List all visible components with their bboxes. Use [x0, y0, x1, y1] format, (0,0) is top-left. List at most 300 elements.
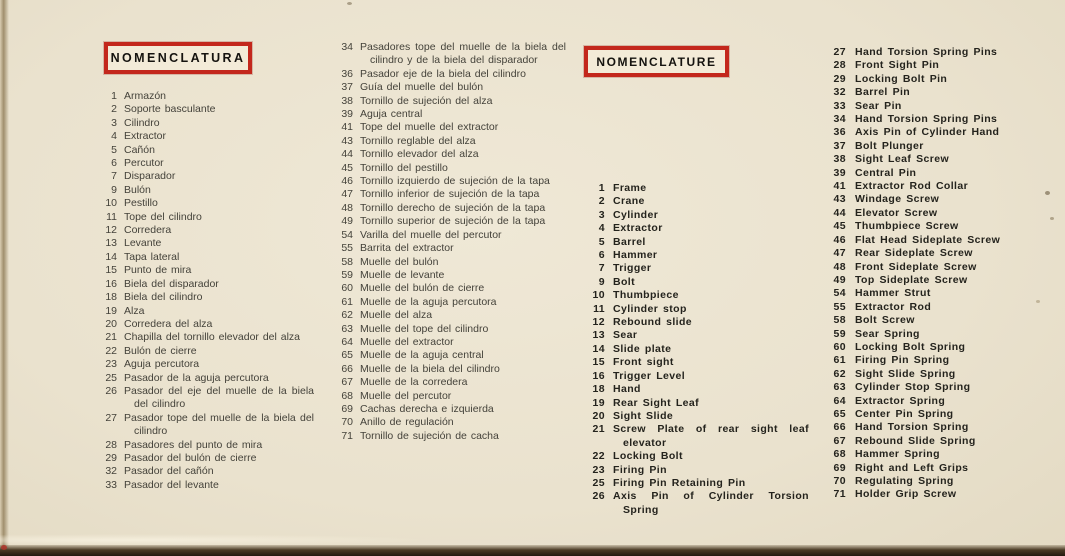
item-label: Bulón: [124, 183, 151, 196]
list-item: [330, 81, 566, 94]
nomenclature-title: NOMENCLATURE: [596, 54, 717, 69]
list-item: [330, 390, 566, 403]
list-item: [582, 410, 809, 423]
item-label: Tornillo izquierdo de sujeción de la tapa: [360, 175, 550, 188]
item-number: 41: [833, 180, 846, 193]
item-label: Frame: [613, 182, 647, 194]
item-number: 33: [833, 99, 846, 112]
item-number: 1: [111, 90, 117, 102]
item-label: Hammer Spring: [855, 448, 940, 461]
item-label: Soporte basculante: [124, 103, 216, 116]
item-label: Bulón de cierre: [124, 344, 197, 357]
item-number: 63: [833, 381, 846, 394]
item-label: Percutor: [124, 157, 164, 170]
item-label: Muelle del bulón de cierre: [360, 282, 485, 295]
item-label: Anillo de regulación: [360, 416, 454, 429]
item-label: Front Sight Pin: [855, 59, 940, 72]
item-label: Pasador del levante: [124, 478, 219, 491]
item-number: 7: [598, 262, 605, 275]
item-number: 47: [341, 188, 353, 201]
item-number: 34: [341, 41, 353, 53]
item-number: 10: [105, 197, 117, 210]
list-item: [95, 264, 314, 277]
list-item: [820, 368, 1035, 381]
item-label: Muelle del bulón: [360, 255, 439, 268]
item-number: 67: [833, 434, 846, 447]
list-item: [820, 86, 1035, 99]
scan-speck: [1, 545, 7, 550]
item-number: 27: [833, 46, 846, 58]
item-number: 11: [593, 302, 605, 315]
item-label: Hammer Strut: [855, 287, 931, 300]
item-number: 21: [592, 423, 605, 436]
item-number: 34: [833, 113, 846, 126]
item-label: Tornillo de sujeción de cacha: [360, 429, 499, 442]
item-number: 66: [341, 362, 353, 375]
list-item: [820, 301, 1035, 314]
item-label: Sight Slide: [613, 409, 674, 422]
list-item: [820, 73, 1035, 86]
item-number: 69: [341, 402, 353, 415]
item-number: 39: [833, 166, 846, 179]
item-label: Pasador de la aguja percutora: [124, 371, 269, 384]
item-label: Crane: [613, 195, 645, 208]
list-item: [330, 148, 566, 161]
item-number: 66: [833, 421, 846, 434]
item-number: 28: [105, 438, 117, 451]
item-label: Cylinder stop: [613, 302, 687, 315]
item-label: Rebound Slide Spring: [855, 434, 976, 447]
list-item: [330, 403, 566, 416]
item-number: 4: [598, 222, 605, 235]
item-number: 41: [341, 121, 353, 134]
item-label: Pasador eje de la biela del cilindro: [360, 67, 526, 80]
list-item: [95, 372, 314, 385]
item-number: 68: [833, 448, 846, 461]
item-label: Tornillo reglable del alza: [360, 134, 476, 147]
item-number: 47: [833, 247, 846, 260]
list-item: [95, 318, 314, 331]
list-item: [95, 385, 314, 412]
item-number: 25: [592, 476, 605, 489]
list-item: [95, 130, 314, 143]
list-item: [330, 363, 566, 376]
item-number: 2: [111, 103, 117, 116]
item-number: 19: [105, 304, 117, 317]
list-item: [820, 314, 1035, 327]
list-item: [820, 193, 1035, 206]
item-number: 20: [592, 409, 605, 422]
list-item: [820, 475, 1035, 488]
item-number: 55: [833, 300, 846, 313]
item-number: 67: [341, 376, 353, 389]
item-number: 2: [598, 195, 605, 208]
item-number: 37: [341, 81, 353, 94]
list-item: [95, 117, 314, 130]
list-item: [330, 282, 566, 295]
item-label: Bolt Plunger: [855, 139, 924, 152]
item-label: Slide plate: [613, 342, 672, 355]
item-number: 68: [341, 389, 353, 402]
item-label: Extractor Spring: [855, 394, 946, 407]
list-item: [582, 477, 809, 490]
list-item: [820, 140, 1035, 153]
item-label: Extractor: [613, 222, 663, 235]
item-label: Pasadores del punto de mira: [124, 438, 263, 451]
list-item: [820, 126, 1035, 139]
item-label: Pasador del eje del muelle de la biela del cilindro: [124, 384, 314, 411]
item-number: 38: [833, 153, 846, 166]
item-label: Tornillo del pestillo: [360, 161, 448, 174]
item-number: 1: [598, 182, 605, 194]
list-item: [820, 408, 1035, 421]
item-label: Sight Leaf Screw: [855, 153, 950, 166]
item-label: Sear Pin: [855, 99, 902, 112]
item-label: Elevator Screw: [855, 206, 938, 219]
item-label: Extractor Rod Collar: [855, 180, 969, 193]
list-item: [582, 303, 809, 316]
list-item: [330, 269, 566, 282]
item-number: 26: [592, 490, 605, 503]
item-label: Muelle de la aguja percutora: [360, 295, 497, 308]
item-number: 10: [592, 289, 605, 302]
list-item: [820, 448, 1035, 461]
item-number: 45: [833, 220, 846, 233]
item-label: Corredera del alza: [124, 317, 213, 330]
list-item: [330, 121, 566, 134]
item-number: 21: [105, 331, 117, 344]
list-item: [95, 439, 314, 452]
item-label: Sight Slide Spring: [855, 367, 956, 380]
item-label: Corredera: [124, 224, 172, 237]
list-item: [582, 289, 809, 302]
list-item: [95, 103, 314, 116]
item-label: Holder Grip Screw: [855, 488, 957, 501]
item-label: Cilindro: [124, 116, 160, 129]
list-item: [330, 296, 566, 309]
item-number: 12: [592, 316, 605, 329]
list-item: [330, 430, 566, 443]
list-item: [820, 287, 1035, 300]
spanish-list-column-1: [95, 90, 314, 492]
list-item: [330, 162, 566, 175]
list-item: [95, 170, 314, 183]
item-number: 64: [833, 394, 846, 407]
item-number: 60: [341, 282, 353, 295]
item-label: Tornillo inferior de sujeción de la tapa: [360, 188, 540, 201]
item-label: Barrel Pin: [855, 86, 911, 99]
scan-speck: [1045, 191, 1050, 195]
list-item: [582, 182, 809, 195]
list-item: [820, 261, 1035, 274]
list-item: [582, 262, 809, 275]
item-number: 43: [341, 134, 353, 147]
item-label: Thumbpiece Screw: [855, 220, 959, 233]
english-list-column-2: [820, 46, 1035, 502]
item-number: 12: [105, 224, 117, 237]
list-item: [330, 41, 566, 68]
item-label: Levante: [124, 237, 162, 250]
list-item: [820, 328, 1035, 341]
item-label: Barrita del extractor: [360, 242, 454, 255]
item-number: 16: [592, 369, 605, 382]
item-label: Cañón: [124, 143, 155, 156]
list-item: [582, 464, 809, 477]
item-number: 54: [833, 287, 846, 300]
list-item: [95, 144, 314, 157]
item-label: Axis Pin of Cylinder Torsion Spring: [613, 490, 809, 516]
item-number: 33: [105, 478, 117, 491]
list-item: [820, 167, 1035, 180]
list-item: [820, 180, 1035, 193]
item-number: 38: [341, 94, 353, 107]
item-label: Extractor: [124, 130, 167, 143]
item-label: Central Pin: [855, 166, 917, 179]
item-number: 18: [105, 291, 117, 304]
item-label: Right and Left Grips: [855, 461, 969, 474]
item-number: 71: [833, 488, 846, 501]
list-item: [95, 237, 314, 250]
list-item: [582, 490, 809, 517]
list-item: [330, 242, 566, 255]
list-item: [95, 90, 314, 103]
item-label: Chapilla del tornillo elevador del alza: [124, 331, 301, 344]
list-item: [330, 202, 566, 215]
item-label: Hand Torsion Spring Pins: [855, 46, 998, 58]
list-item: [820, 59, 1035, 72]
list-item: [330, 256, 566, 269]
item-label: Guía del muelle del bulón: [360, 81, 484, 94]
nomenclatura-title-box: [104, 42, 252, 74]
item-label: Hand Torsion Spring: [855, 421, 969, 434]
item-label: Axis Pin of Cylinder Hand: [855, 126, 1000, 139]
item-label: Front sight: [613, 356, 674, 369]
item-number: 69: [833, 461, 846, 474]
list-item: [95, 197, 314, 210]
item-label: Hand Torsion Spring Pins: [855, 113, 998, 126]
item-number: 70: [341, 416, 353, 429]
item-number: 65: [341, 349, 353, 362]
nomenclature-title-box: [584, 46, 729, 77]
item-number: 23: [592, 463, 605, 476]
scan-speck: [1050, 217, 1054, 220]
item-label: Muelle del percutor: [360, 389, 452, 402]
item-label: Cylinder: [613, 208, 659, 221]
item-number: 32: [105, 465, 117, 478]
list-item: [330, 95, 566, 108]
list-item: [582, 236, 809, 249]
item-number: 7: [111, 170, 117, 183]
item-number: 26: [105, 384, 117, 397]
item-number: 61: [341, 295, 353, 308]
list-item: [582, 343, 809, 356]
list-item: [95, 278, 314, 291]
list-item: [820, 100, 1035, 113]
item-label: Thumbpiece: [613, 289, 679, 302]
item-label: Alza: [124, 304, 145, 317]
item-number: 49: [833, 273, 846, 286]
item-number: 9: [598, 275, 605, 288]
item-label: Muelle de levante: [360, 268, 445, 281]
item-label: Hand: [613, 383, 641, 396]
list-item: [95, 412, 314, 439]
item-label: Pestillo: [124, 197, 158, 210]
item-number: 6: [598, 249, 605, 262]
item-number: 22: [105, 344, 117, 357]
item-label: Pasador tope del muelle de la biela del cilindro: [124, 411, 314, 438]
item-label: Punto de mira: [124, 264, 192, 277]
item-number: 58: [833, 314, 846, 327]
item-number: 64: [341, 335, 353, 348]
item-number: 60: [833, 340, 846, 353]
item-label: Pasador del cañón: [124, 465, 214, 478]
list-item: [820, 381, 1035, 394]
item-number: 5: [598, 235, 605, 248]
item-number: 48: [833, 260, 846, 273]
item-label: Muelle de la corredera: [360, 376, 468, 389]
list-item: [95, 479, 314, 492]
list-item: [582, 222, 809, 235]
item-label: Screw Plate of rear sight leaf elevator: [613, 423, 809, 449]
item-number: 5: [111, 143, 117, 156]
list-item: [330, 229, 566, 242]
list-item: [330, 175, 566, 188]
item-number: 70: [833, 475, 846, 487]
item-number: 25: [105, 371, 117, 384]
item-label: Tope del muelle del extractor: [360, 121, 499, 134]
list-item: [820, 462, 1035, 475]
list-item: [95, 331, 314, 344]
list-item: [820, 488, 1035, 501]
list-item: [582, 450, 809, 463]
list-item: [330, 188, 566, 201]
list-item: [95, 358, 314, 371]
item-label: Rear Sight Leaf: [613, 396, 700, 409]
item-number: 59: [341, 268, 353, 281]
scan-left-edge: [0, 0, 9, 556]
list-item: [330, 309, 566, 322]
list-item: [330, 108, 566, 121]
list-item: [95, 211, 314, 224]
list-item: [95, 184, 314, 197]
list-item: [330, 215, 566, 228]
item-number: 19: [592, 396, 605, 409]
item-number: 48: [341, 201, 353, 214]
item-number: 45: [341, 161, 353, 174]
item-number: 13: [105, 237, 117, 250]
item-label: Rear Sideplate Screw: [855, 247, 973, 260]
item-number: 44: [341, 148, 353, 161]
list-item: [95, 157, 314, 170]
item-number: 15: [592, 356, 605, 369]
list-item: [820, 113, 1035, 126]
item-label: Flat Head Sideplate Screw: [855, 233, 1001, 246]
item-number: 23: [105, 358, 117, 371]
list-item: [582, 209, 809, 222]
item-label: Tornillo superior de sujeción de la tapa: [360, 215, 546, 228]
list-item: [582, 370, 809, 383]
item-number: 43: [833, 193, 846, 206]
item-label: Tornillo de sujeción del alza: [360, 94, 493, 107]
item-label: Cylinder Stop Spring: [855, 381, 971, 394]
item-number: 14: [592, 342, 605, 355]
list-item: [582, 195, 809, 208]
list-item: [95, 345, 314, 358]
item-label: Biela del cilindro: [124, 291, 203, 304]
item-number: 22: [592, 450, 605, 463]
item-label: Tornillo elevador del alza: [360, 148, 479, 161]
list-item: [95, 465, 314, 478]
item-number: 62: [341, 309, 353, 322]
item-number: 29: [833, 72, 846, 85]
item-label: Trigger Level: [613, 369, 686, 382]
item-label: Pasador del bulón de cierre: [124, 451, 257, 464]
item-number: 61: [833, 354, 846, 367]
item-number: 20: [105, 317, 117, 330]
item-label: Firing Pin Spring: [855, 354, 950, 367]
item-label: Tope del cilindro: [124, 210, 202, 223]
item-number: 16: [105, 277, 117, 290]
list-item: [582, 397, 809, 410]
english-list-column-1: [582, 182, 809, 517]
item-label: Rebound slide: [613, 316, 693, 329]
item-label: Disparador: [124, 170, 176, 183]
list-item: [95, 224, 314, 237]
list-item: [582, 423, 809, 450]
item-label: Cachas derecha e izquierda: [360, 402, 494, 415]
list-item: [95, 291, 314, 304]
list-item: [330, 323, 566, 336]
list-item: [820, 354, 1035, 367]
item-number: 3: [111, 116, 117, 129]
item-label: Locking Bolt Spring: [855, 340, 966, 353]
item-number: 46: [341, 175, 353, 188]
list-item: [820, 220, 1035, 233]
item-number: 3: [598, 208, 605, 221]
spanish-list-column-2: [330, 41, 566, 443]
item-number: 18: [592, 383, 605, 396]
item-label: Firing Pin Retaining Pin: [613, 476, 746, 489]
item-label: Muelle de la biela del cilindro: [360, 362, 500, 375]
list-item: [820, 395, 1035, 408]
item-label: Top Sideplate Screw: [855, 273, 968, 286]
item-number: 32: [833, 86, 846, 99]
item-number: 29: [105, 451, 117, 464]
scan-bottom-edge: [0, 545, 1065, 556]
item-number: 11: [106, 210, 117, 223]
item-label: Muelle de la aguja central: [360, 349, 484, 362]
item-label: Center Pin Spring: [855, 407, 954, 420]
item-label: Varilla del muelle del percutor: [360, 228, 502, 241]
item-number: 58: [341, 255, 353, 268]
item-label: Locking Bolt: [613, 450, 683, 463]
item-label: Firing Pin: [613, 463, 667, 476]
item-label: Trigger: [613, 262, 652, 275]
item-number: 39: [341, 108, 353, 121]
item-label: Pasadores tope del muelle de la biela del cilindro y de la biela del disparador: [360, 41, 566, 67]
item-label: Aguja central: [360, 108, 423, 121]
list-item: [582, 249, 809, 262]
list-item: [582, 356, 809, 369]
item-number: 27: [105, 411, 117, 424]
list-item: [820, 46, 1035, 59]
item-label: Biela del disparador: [124, 277, 219, 290]
list-item: [582, 329, 809, 342]
item-label: Hammer: [613, 249, 658, 262]
list-item: [95, 305, 314, 318]
item-number: 36: [341, 67, 353, 80]
item-label: Muelle del tope del cilindro: [360, 322, 489, 335]
